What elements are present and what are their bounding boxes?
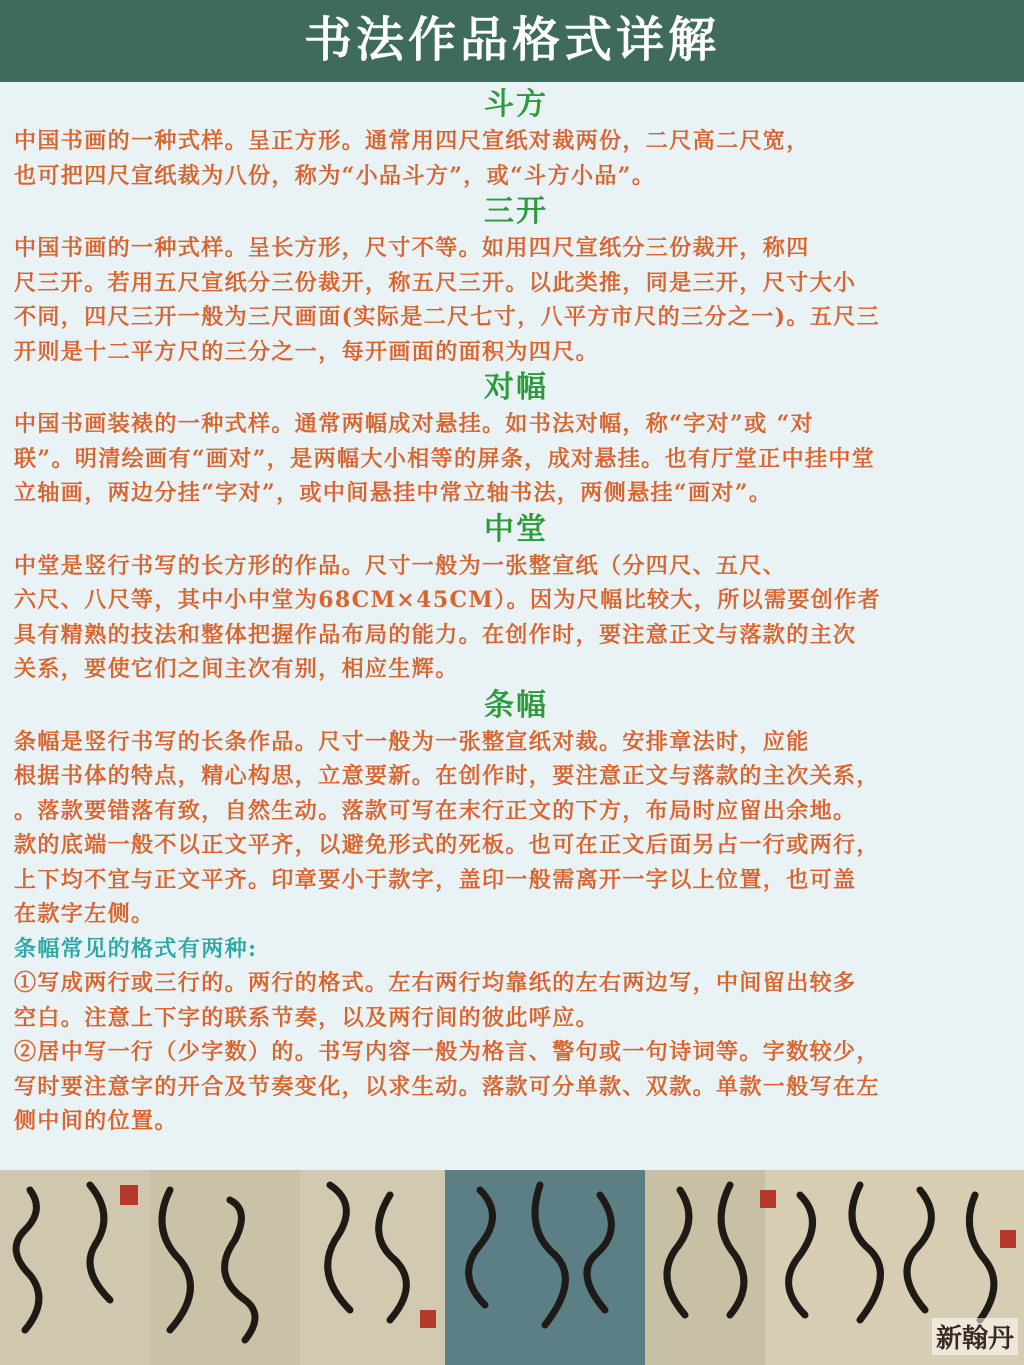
section-title: 条幅: [484, 687, 548, 723]
format-line: 写时要注意字的开合及节奏变化，以求生动。落款可分单款、双款。单款一般写在左: [14, 1073, 880, 1100]
section-line: 具有精熟的技法和整体把握作品布局的能力。在创作时，要注意正文与落款的主次: [14, 621, 857, 648]
section-line: 中国书画的一种式样。呈长方形，尺寸不等。如用四尺宣纸分三份裁开，称四: [14, 235, 810, 261]
section-duifu: [14, 369, 1018, 511]
section-line: 在款字左侧。: [14, 901, 155, 927]
section-line: 款的底端一般不以正文平齐，以避免形式的死板。也可在正文后面另占一行或两行，: [14, 832, 880, 858]
section-tiaofu: [14, 687, 1018, 932]
section-line: 中国书画装裱的一种式样。通常两幅成对悬挂。如书法对幅，称“字对”或 “对: [14, 411, 815, 437]
section-line: 中堂是竖行书写的长方形的作品。尺寸一般为一张整宣纸（分四尺、五尺、: [14, 552, 787, 579]
section-line: 根据书体的特点，精心构思，立意要新。在创作时，要注意正文与落款的主次关系，: [14, 763, 880, 789]
section-zhongtang: [14, 511, 1018, 687]
section-formats: [14, 932, 1018, 1139]
format-line: ①写成两行或三行的。两行的格式。左右两行均靠纸的左右两边写，中间留出较多: [14, 970, 857, 996]
section-title: 中堂: [484, 511, 548, 547]
section-line: 关系，要使它们之间主次有别，相应生辉。: [14, 656, 459, 682]
section-line: 上下均不宜与正文平齐。印章要小于款字，盖印一般需离开一字以上位置，也可盖: [14, 866, 857, 893]
section-line: 联”。明清绘画有“画对”，是两幅大小相等的屏条，成对悬挂。也有厅堂正中挂中堂: [14, 445, 876, 472]
section-line: 六尺、八尺等，其中小中堂为68CM×45CM）。因为尺幅比较大，所以需要创作者: [14, 587, 881, 613]
page-header: [0, 0, 1024, 82]
section-title: 对幅: [484, 370, 548, 405]
format-line: 侧中间的位置。: [14, 1108, 178, 1134]
section-line: 立轴画，两边分挂“字对”，或中间悬挂中常立轴书法，两侧悬挂“画对”。: [14, 480, 773, 506]
section-doufang: [14, 86, 1018, 193]
section-line: 开则是十二平方尺的三分之一，每开画面的面积为四尺。: [14, 338, 600, 365]
section-line: 。落款要错落有致，自然生动。落款可写在末行正文的下方，布局时应留出余地。: [14, 797, 857, 824]
section-title: 斗方: [484, 87, 548, 122]
formats-heading: 条幅常见的格式有两种:: [14, 935, 258, 962]
page-title: 书法作品格式详解: [303, 12, 720, 68]
watermark-text: 新翰丹: [932, 1318, 1018, 1355]
calligraphy-image-strip: [0, 1170, 1024, 1365]
section-line: 条幅是竖行书写的长条作品。尺寸一般为一张整宣纸对裁。安排章法时，应能: [14, 728, 810, 755]
format-line: ②居中写一行（少字数）的。书写内容一般为格言、警句或一句诗词等。字数较少，: [14, 1039, 880, 1065]
section-title: 三开: [484, 194, 548, 229]
article-body: [14, 86, 1018, 1139]
section-line: 中国书画的一种式样。呈正方形。通常用四尺宣纸对裁两份，二尺高二尺宽，: [14, 128, 810, 154]
format-line: 空白。注意上下字的联系节奏，以及两行间的彼此呼应。: [14, 1004, 600, 1031]
section-sankai: [14, 193, 1018, 369]
section-line: 尺三开。若用五尺宣纸分三份裁开，称五尺三开。以此类推，同是三开，尺寸大小: [14, 269, 857, 296]
section-line: 也可把四尺宣纸裁为八份，称为“小品斗方”，或“斗方小品”。: [14, 162, 656, 189]
calligraphy-artwork: [0, 1170, 1024, 1365]
section-line: 不同，四尺三开一般为三尺画面(实际是二尺七寸，八平方市尺的三分之一)。五尺三: [14, 304, 881, 330]
